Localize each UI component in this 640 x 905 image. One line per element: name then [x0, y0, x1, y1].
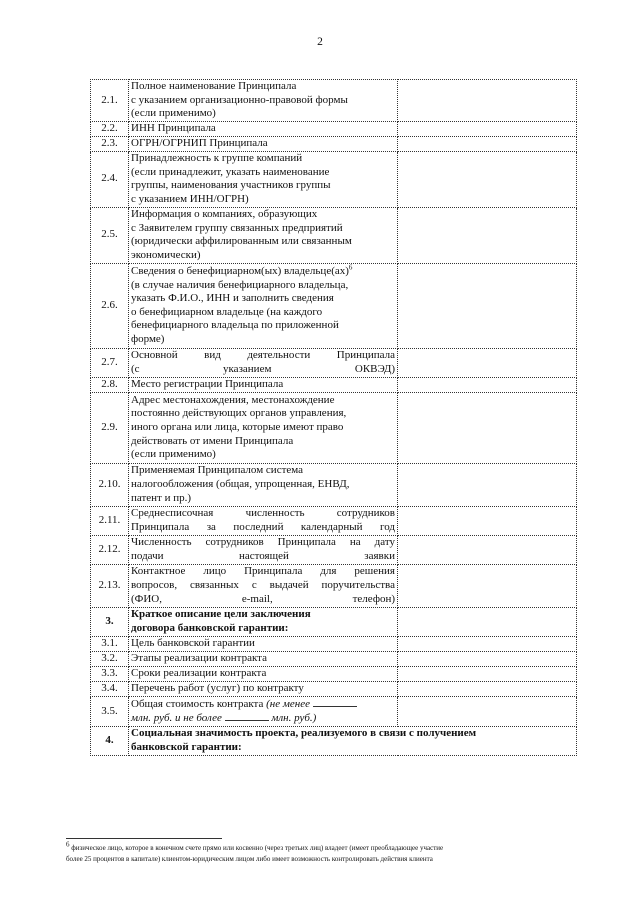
row-number: 3.5. — [91, 696, 129, 726]
label-line-text: налогообложения (общая, упрощенная, ЕНВД, — [131, 477, 350, 490]
label-line — [131, 394, 395, 408]
table-row — [91, 377, 577, 392]
label-line-text: патент и пр.) — [131, 491, 192, 504]
label-line-text: Адрес местонахождения, местонахождение — [131, 393, 335, 406]
label-line-text: подачи настоящей заявки — [131, 549, 395, 562]
table-row — [91, 666, 577, 681]
value-cell[interactable] — [398, 696, 577, 726]
label-line — [131, 637, 395, 651]
label-line — [131, 521, 395, 535]
label-line-text: действовать от имени Принципала — [131, 434, 294, 447]
label-line-text: Место регистрации Принципала — [131, 377, 284, 390]
label-line-text: (если применимо) — [131, 448, 216, 461]
footnote-marker: 6 — [66, 840, 70, 849]
label-line — [131, 193, 395, 207]
row-label — [129, 463, 398, 506]
row-number: 2.10. — [91, 463, 129, 506]
label-line — [131, 682, 395, 696]
label-line-text: Общая стоимость контракта — [131, 697, 267, 710]
value-cell[interactable] — [398, 535, 577, 564]
row-number: 3.4. — [91, 681, 129, 696]
row-number: 2.3. — [91, 136, 129, 151]
label-line — [131, 349, 395, 363]
label-line — [131, 536, 395, 550]
value-cell[interactable] — [398, 636, 577, 651]
label-line — [131, 565, 395, 579]
table-row — [91, 463, 577, 506]
label-line — [131, 435, 395, 449]
label-line-text: указать Ф.И.О., ИНН и заполнить сведения — [131, 292, 334, 305]
value-cell[interactable] — [398, 392, 577, 463]
unit-note: млн. руб.) — [271, 712, 317, 725]
row-number: 3.1. — [91, 636, 129, 651]
label-line-text: Социальная значимость проекта, реализуемого в связи с получением — [131, 727, 477, 740]
label-line-text: иного органа или лица, которые имеют право — [131, 420, 344, 433]
value-cell[interactable] — [398, 80, 577, 122]
row-number: 4. — [91, 726, 129, 755]
label-line — [131, 94, 395, 108]
label-line — [131, 550, 395, 564]
label-line — [131, 667, 395, 681]
label-line — [131, 727, 574, 741]
row-label — [129, 136, 398, 151]
label-line-text: Полное наименование Принципала — [131, 80, 297, 92]
label-line-text: (если принадлежит, указать наименование — [131, 165, 330, 178]
footnote-separator — [66, 838, 222, 839]
label-line-text: бенефициарного владельца по приложенной — [131, 319, 339, 332]
label-line — [131, 652, 395, 666]
form-table-body — [91, 80, 577, 756]
label-line — [131, 593, 395, 607]
row-label — [129, 263, 398, 348]
label-line — [131, 741, 574, 755]
value-cell[interactable] — [398, 151, 577, 207]
label-line-text: экономически) — [131, 248, 201, 261]
row-number: 2.7. — [91, 348, 129, 377]
label-line — [131, 292, 395, 306]
value-cell[interactable] — [398, 681, 577, 696]
label-line-text: Принадлежность к группе компаний — [131, 152, 303, 165]
row-label — [129, 607, 398, 636]
label-line-text: договора банковской гарантии: — [131, 621, 289, 634]
label-line — [131, 80, 395, 94]
label-line — [131, 608, 395, 622]
row-number: 2.5. — [91, 207, 129, 263]
label-line-text: Перечень работ (услуг) по контракту — [131, 681, 304, 694]
value-cell[interactable] — [398, 666, 577, 681]
label-line — [131, 265, 395, 279]
footnote-reference: 6 — [348, 263, 353, 272]
label-line-text: (ФИО, e-mail, телефон) — [131, 592, 395, 605]
label-line — [131, 579, 395, 593]
table-row — [91, 151, 577, 207]
table-row — [91, 121, 577, 136]
row-label — [129, 506, 398, 535]
label-line-text: (юридически аффилированным или связанным — [131, 235, 352, 248]
row-label — [129, 392, 398, 463]
table-row — [91, 681, 577, 696]
label-line — [131, 235, 395, 249]
label-line — [131, 166, 395, 180]
footnote-line-2: более 25 процентов в капитале) клиентом-юридическим лицом либо имеет возможность контролировать действия клиента — [66, 855, 433, 863]
label-line — [131, 107, 395, 121]
application-form-table — [90, 79, 577, 756]
table-row — [91, 506, 577, 535]
table-row — [91, 80, 577, 122]
min-value-note: (не менее — [266, 697, 310, 710]
max-amount-blank[interactable] — [225, 711, 269, 721]
table-row — [91, 392, 577, 463]
table-row — [91, 651, 577, 666]
max-value-note: млн. руб. и не более — [131, 712, 222, 725]
label-line-text: Сведения о бенефициарном(ых) владельце(ах) — [131, 265, 349, 277]
row-label — [129, 377, 398, 392]
footnote — [66, 840, 596, 865]
table-row — [91, 136, 577, 151]
table-row — [91, 726, 577, 755]
label-line-text: форме) — [131, 332, 165, 345]
value-cell[interactable] — [398, 121, 577, 136]
label-line — [131, 711, 395, 726]
row-number: 3.2. — [91, 651, 129, 666]
label-line — [131, 306, 395, 320]
row-number: 2.4. — [91, 151, 129, 207]
label-line-text: банковской гарантии: — [131, 740, 242, 753]
table-row — [91, 564, 577, 607]
label-line — [131, 378, 395, 392]
value-cell[interactable] — [398, 207, 577, 263]
row-label — [129, 636, 398, 651]
label-line — [131, 421, 395, 435]
label-line-text: группы, наименования участников группы — [131, 179, 331, 192]
label-line-text: Краткое описание цели заключения — [131, 608, 311, 621]
value-cell[interactable] — [398, 263, 577, 348]
table-row — [91, 535, 577, 564]
label-line-text: с указанием организационно-правовой формы — [131, 93, 348, 106]
label-line — [131, 249, 395, 263]
label-line — [131, 319, 395, 333]
value-cell[interactable] — [398, 506, 577, 535]
label-line-text: Среднесписочная численность сотрудников — [131, 507, 395, 520]
label-line-text: с указанием ИНН/ОГРН) — [131, 192, 249, 205]
row-number: 3. — [91, 607, 129, 636]
label-line — [131, 333, 395, 347]
row-label — [129, 348, 398, 377]
label-line-text: Сроки реализации контракта — [131, 666, 267, 679]
label-line-text: о бенефициарном владельце (на каждого — [131, 305, 323, 318]
value-cell[interactable] — [398, 564, 577, 607]
footnote-text-1: физическое лицо, которое в конечном счете прямо или косвенно (через третьих лиц) владеет (имеет преобладающее участие — [71, 844, 444, 852]
label-line — [131, 137, 395, 151]
min-amount-blank[interactable] — [313, 697, 357, 707]
value-cell[interactable] — [398, 348, 577, 377]
label-line-text: Этапы реализации контракта — [131, 651, 267, 664]
label-line — [131, 448, 395, 462]
label-line-text: (в случае наличия бенефициарного владельца, — [131, 278, 349, 291]
label-line-text: (с указанием ОКВЭД) — [131, 362, 395, 375]
row-label — [129, 80, 398, 122]
label-line — [131, 279, 395, 293]
label-line-text: Контактное лицо Принципала для решения — [131, 565, 395, 578]
row-label — [129, 535, 398, 564]
row-number: 2.8. — [91, 377, 129, 392]
row-number: 2.13. — [91, 564, 129, 607]
row-label — [129, 666, 398, 681]
label-line-text: Информация о компаниях, образующих — [131, 208, 318, 221]
row-number: 2.12. — [91, 535, 129, 564]
value-cell[interactable] — [398, 463, 577, 506]
label-line-text: с Заявителем группу связанных предприятий — [131, 221, 343, 234]
label-line — [131, 179, 395, 193]
label-line-text: вопросов, связанных с выдачей поручительства — [131, 578, 395, 591]
label-line-text: Основной вид деятельности Принципала — [131, 349, 395, 362]
label-line-text: Применяемая Принципалом система — [131, 464, 304, 477]
row-label — [129, 151, 398, 207]
value-cell[interactable] — [398, 377, 577, 392]
row-label — [129, 696, 398, 726]
table-row — [91, 207, 577, 263]
row-label — [129, 121, 398, 136]
value-cell[interactable] — [398, 607, 577, 636]
label-line-text: Численность сотрудников Принципала на дату — [131, 536, 395, 549]
label-line — [131, 622, 395, 636]
row-label — [129, 726, 577, 755]
row-label — [129, 207, 398, 263]
label-line — [131, 152, 395, 166]
row-number: 2.2. — [91, 121, 129, 136]
label-line-text: постоянно действующих органов управления, — [131, 407, 347, 420]
label-line — [131, 208, 395, 222]
label-line — [131, 407, 395, 421]
table-row — [91, 636, 577, 651]
row-number: 2.1. — [91, 80, 129, 122]
row-label — [129, 651, 398, 666]
table-row — [91, 263, 577, 348]
table-row — [91, 696, 577, 726]
label-line — [131, 122, 395, 136]
label-line — [131, 222, 395, 236]
row-number: 3.3. — [91, 666, 129, 681]
label-line-text: Цель банковской гарантии — [131, 636, 255, 649]
row-label — [129, 564, 398, 607]
label-line-text: (если применимо) — [131, 107, 216, 120]
value-cell[interactable] — [398, 136, 577, 151]
row-number: 2.9. — [91, 392, 129, 463]
label-line — [131, 697, 395, 712]
table-row — [91, 348, 577, 377]
table-row — [91, 607, 577, 636]
label-line-text: ИНН Принципала — [131, 121, 216, 134]
page-number: 2 — [317, 36, 323, 48]
footnote-line-1 — [66, 840, 596, 854]
value-cell[interactable] — [398, 651, 577, 666]
label-line — [131, 492, 395, 506]
label-line — [131, 478, 395, 492]
label-line — [131, 363, 395, 377]
label-line — [131, 464, 395, 478]
row-number: 2.11. — [91, 506, 129, 535]
row-label — [129, 681, 398, 696]
row-number: 2.6. — [91, 263, 129, 348]
label-line-text: Принципала за последний календарный год — [131, 520, 395, 533]
label-line — [131, 507, 395, 521]
label-line-text: ОГРН/ОГРНИП Принципала — [131, 136, 268, 149]
